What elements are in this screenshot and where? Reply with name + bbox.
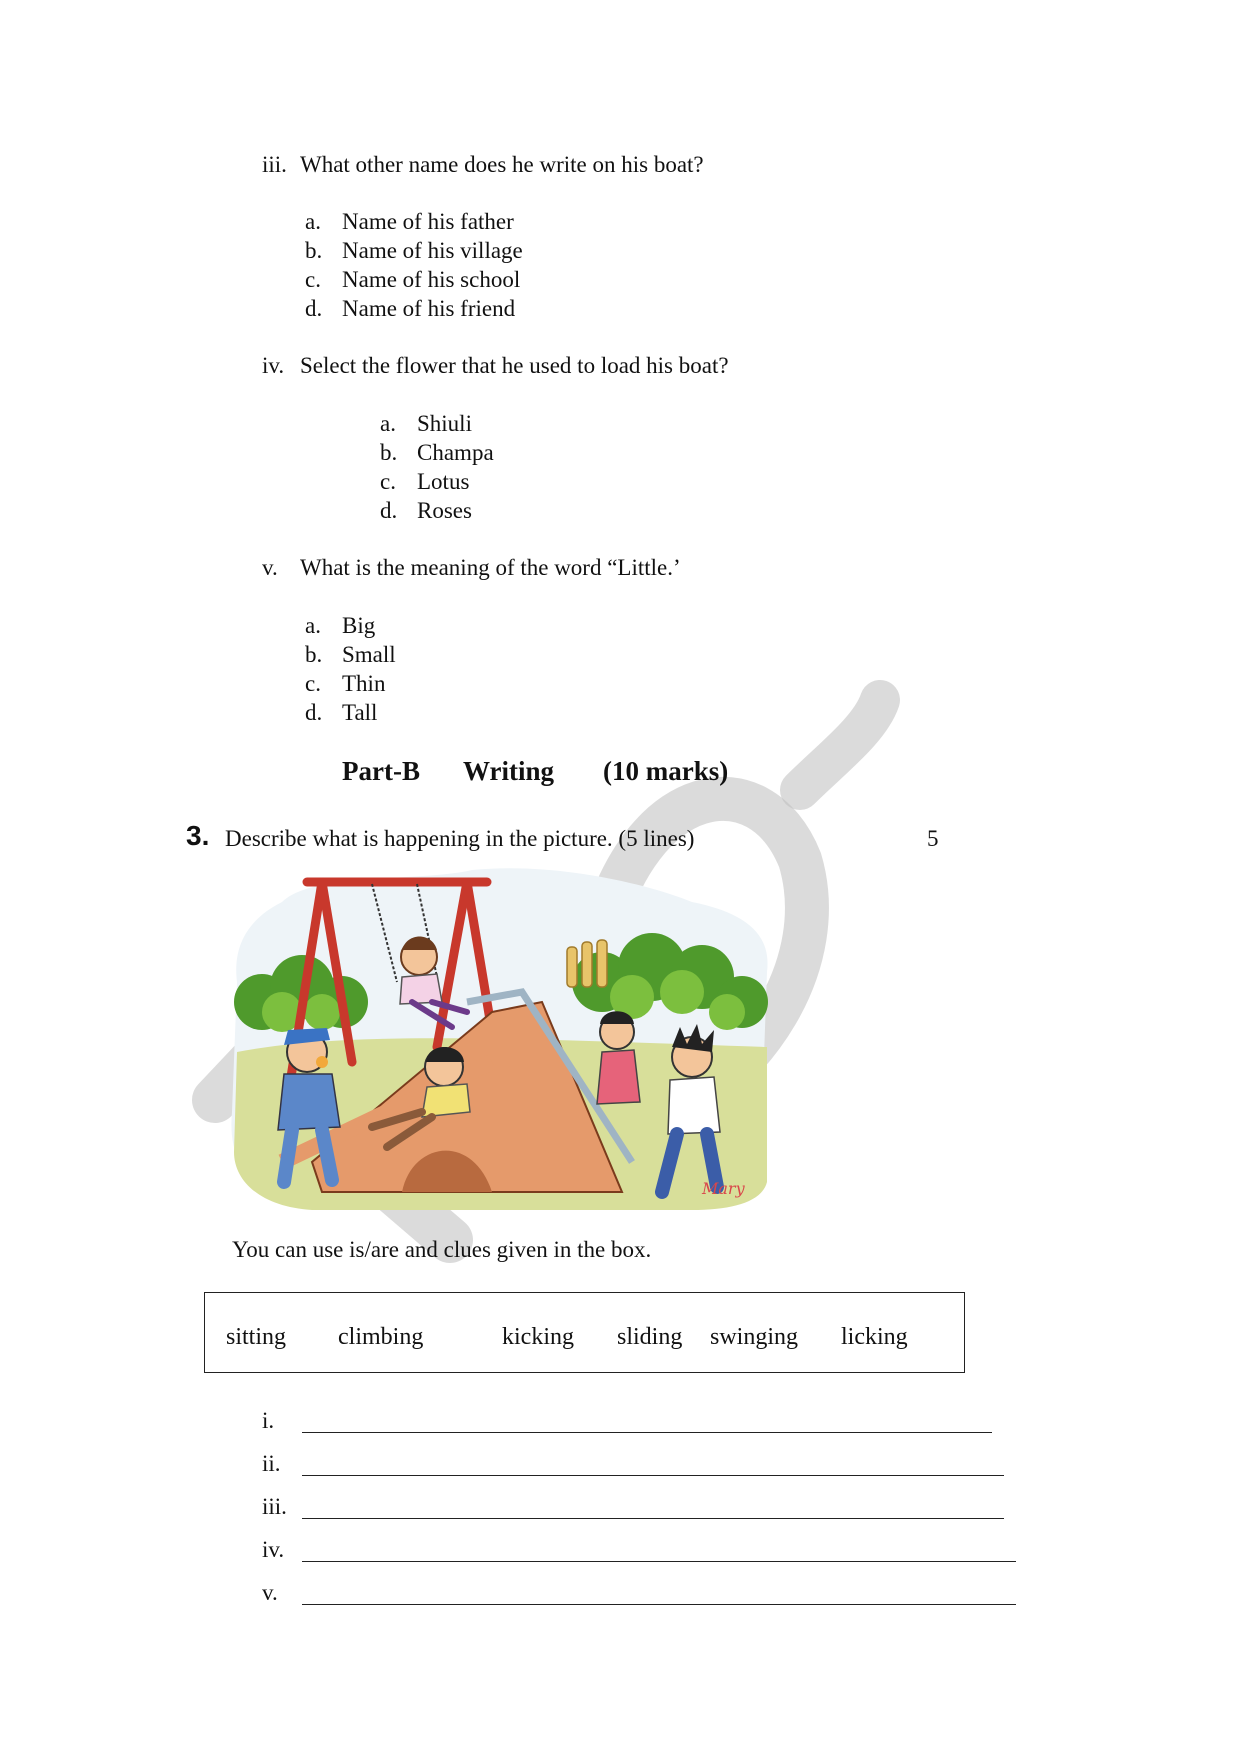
question-text: What other name does he write on his boat?: [300, 152, 704, 177]
answer-line[interactable]: [302, 1432, 992, 1433]
option-text: Shiuli: [417, 411, 472, 436]
playground-illustration: [222, 862, 792, 1212]
line-label: v.: [262, 1580, 278, 1605]
answer-line[interactable]: [302, 1561, 1016, 1562]
question-number: v.: [262, 555, 278, 580]
line-label: iii.: [262, 1494, 287, 1519]
line-label: ii.: [262, 1451, 281, 1476]
question-text: What is the meaning of the word “Little.’: [300, 555, 681, 580]
clue-word: sliding: [617, 1324, 683, 1350]
option-letter: a.: [305, 613, 321, 638]
answer-line[interactable]: [302, 1475, 1004, 1476]
option-text: Roses: [417, 498, 472, 523]
option-letter: c.: [380, 469, 396, 494]
clue-word: climbing: [338, 1324, 424, 1350]
option-text: Small: [342, 642, 396, 667]
option-text: Name of his father: [342, 209, 514, 234]
svg-text:Mary: Mary: [702, 1179, 745, 1198]
option-letter: c.: [305, 671, 321, 696]
clue-word: licking: [841, 1324, 908, 1350]
option-text: Lotus: [417, 469, 470, 494]
answer-line[interactable]: [302, 1518, 1004, 1519]
clue-word: sitting: [226, 1324, 287, 1350]
option-letter: d.: [380, 498, 398, 523]
question-number: iii.: [262, 152, 287, 177]
option-text: Tall: [342, 700, 378, 725]
answer-line[interactable]: [302, 1604, 1016, 1605]
question-number: iv.: [262, 353, 285, 378]
section-title: Writing: [463, 756, 555, 786]
part-label: Part-B: [342, 756, 420, 786]
option-text: Name of his school: [342, 267, 521, 292]
option-letter: c.: [305, 267, 321, 292]
option-letter: b.: [305, 642, 323, 667]
section-marks: (10 marks): [603, 756, 729, 786]
instruction-text: You can use is/are and clues given in the box.: [232, 1237, 652, 1262]
question-text: Describe what is happening in the picture. (5 lines): [225, 826, 695, 851]
option-text: Champa: [417, 440, 494, 465]
clue-box: [204, 1292, 965, 1373]
option-letter: b.: [305, 238, 323, 263]
option-text: Name of his friend: [342, 296, 516, 321]
question-number: 3.: [186, 820, 210, 851]
question-text: Select the flower that he used to load his boat?: [300, 353, 729, 378]
line-label: iv.: [262, 1537, 285, 1562]
option-letter: a.: [305, 209, 321, 234]
clue-word: swinging: [710, 1324, 799, 1350]
option-text: Name of his village: [342, 238, 523, 263]
option-letter: a.: [380, 411, 396, 436]
question-marks: 5: [927, 826, 939, 851]
option-text: Big: [342, 613, 376, 638]
clue-word: kicking: [502, 1324, 574, 1350]
option-letter: b.: [380, 440, 398, 465]
option-text: Thin: [342, 671, 386, 696]
option-letter: d.: [305, 700, 323, 725]
option-letter: d.: [305, 296, 323, 321]
line-label: i.: [262, 1408, 275, 1433]
